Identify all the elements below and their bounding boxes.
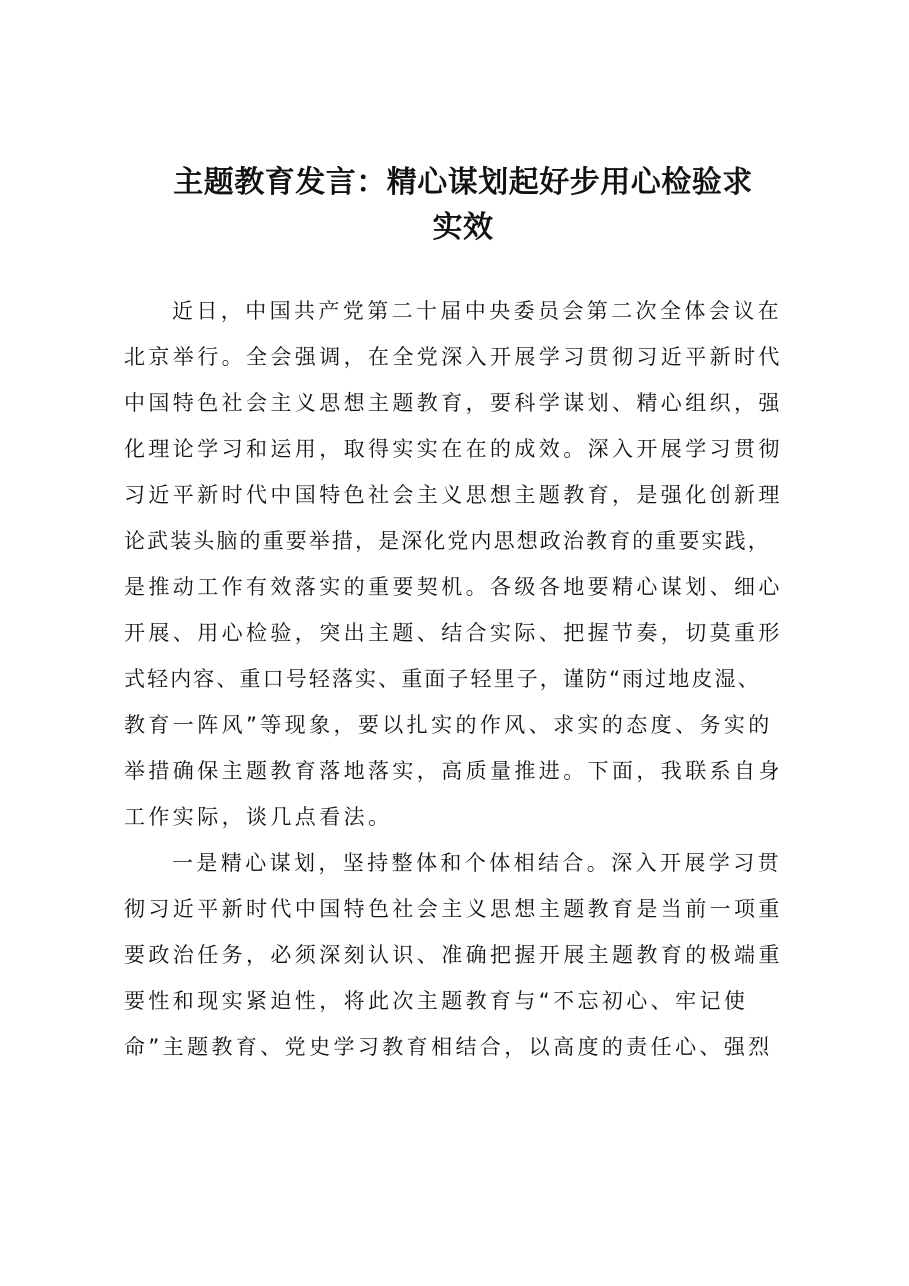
text-line: 命”主题教育、党史学习教育相结合，以高度的责任心、强烈: [124, 1035, 773, 1059]
document-title: [118, 160, 808, 250]
text-line: 举措确保主题教育落地落实，高质量推进。下面，我联系自身: [124, 759, 783, 783]
text-line: 要政治任务，必须深刻认识、准确把握开展主题教育的极端重: [124, 943, 783, 967]
text-line: 中国特色社会主义思想主题教育，要科学谋划、精心组织，强: [124, 391, 783, 415]
text-line: 一是精心谋划，坚持整体和个体相结合。深入开展学习贯: [172, 851, 782, 875]
text-line: 开展、用心检验，突出主题、结合实际、把握节奏，切莫重形: [124, 621, 783, 645]
document-body: [124, 288, 814, 1070]
paragraph-2: [124, 840, 814, 1070]
text-line: 化理论学习和运用，取得实实在在的成效。深入开展学习贯彻: [124, 437, 783, 461]
text-line: 教育一阵风”等现象，要以扎实的作风、求实的态度、务实的: [124, 713, 773, 737]
text-line: 论武装头脑的重要举措，是深化党内思想政治教育的重要实践，: [124, 529, 771, 553]
text-line: 近日，中国共产党第二十届中央委员会第二次全体会议在: [172, 299, 782, 323]
text-line: 习近平新时代中国特色社会主义思想主题教育，是强化创新理: [124, 483, 783, 507]
text-line: 工作实际，谈几点看法。: [124, 805, 393, 829]
title-line-2: 实效: [432, 210, 494, 245]
text-line: 彻习近平新时代中国特色社会主义思想主题教育是当前一项重: [124, 897, 783, 921]
text-line: 要性和现实紧迫性，将此次主题教育与“不忘初心、牢记使: [124, 989, 749, 1013]
text-line: 是推动工作有效落实的重要契机。各级各地要精心谋划、细心: [124, 575, 783, 599]
paragraph-1: [124, 288, 814, 840]
title-line-1: 主题教育发言：精心谋划起好步用心检验求: [173, 165, 753, 200]
text-line: 北京举行。全会强调，在全党深入开展学习贯彻习近平新时代: [124, 345, 783, 369]
text-line: 式轻内容、重口号轻落实、重面子轻里子，谨防“雨过地皮湿、: [124, 667, 761, 691]
